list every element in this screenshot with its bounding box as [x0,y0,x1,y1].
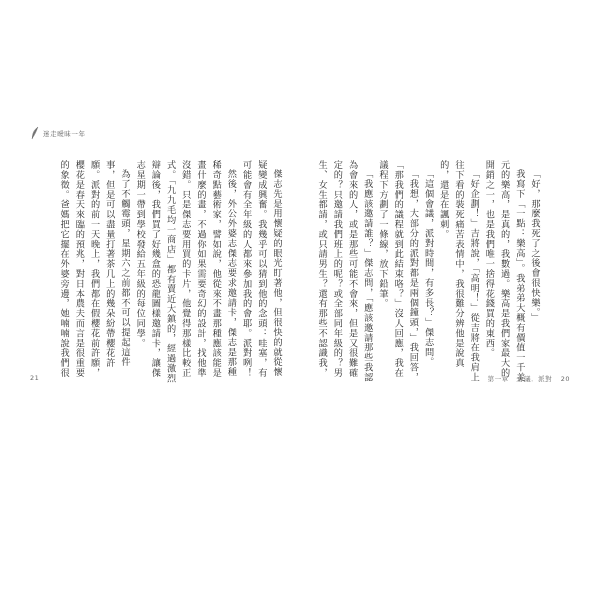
right-page-number: 20 [560,375,570,383]
right-page [300,88,582,496]
paragraph: 為了不觸霉頭，星期六之前都不可以提起這件事，但是可以盡量打著茶几上的幾朵紛帶櫻花許願。派對的前一天晚上，我們都在假櫻花前許願，櫻花是春天來臨的預兆，對日本農夫而言是很重要的象徵。爸媽把它擺在外婆旁邊，她喃喃說我們很 [58,160,130,378]
left-page [18,88,300,496]
right-page-footer [488,374,570,383]
book-title-header: 迷走曖昧一年 [43,129,86,138]
paragraph: 「我想，大部分的派對都是兩個鐘頭，」我回答，「那我們的議程就到此結束咯？」沒人回應，我在議程下方劃了一條線，放下鉛筆。 [376,160,419,383]
paragraph: 然後，外公外婆志傑志要求邀請卡，傑志是那種稀奇點藝術家，譬如說，他從來不畫那種應該能是畫什麼的畫，不過你如果需要奇幻的設計，找他準沒錯。只是傑志要用買的卡片，他覺得那樣比較正式。「九九毛均一商店」都有賣近大鎮的，經過激烈辯論後，我們買了好幾盒的恐龍圖樣邀請卡，讓傑志星期一帶到學校發給五年級的每位同學。 [134,160,237,384]
left-page-number: 21 [30,374,40,382]
leaf-ornament-icon [30,126,40,140]
paragraph: 「這個會議，派對時間，有多長？」傑志問。 [422,169,434,368]
chapter-title: 會議．派對 [517,375,553,383]
book-spread [18,88,582,496]
paragraph: 傑志先是用懷疑的眼光盯著他，但很快的就從懷疑變成興奮。我幾乎可以猜到他的念頭：哇塞，有可能會有全年級的人都來參加我的會耶。派對咧！ [240,160,282,378]
paragraph: 我寫下「一點：樂高」。我弟弟大概有價值一千美元的樂高，是真的，我數過。樂高是我們家最大的開銷之一，也是我們唯一捨得花錢買的東西。 [483,160,525,383]
left-body-text [58,160,284,386]
chapter-label: 第一章 [487,375,509,383]
paragraph: 「好，那麼我死了之後會很快樂。」 [529,169,540,323]
running-header [30,126,86,140]
right-body-text [316,160,542,386]
paragraph: 「好企劃！」吉將說，「高明！」從吉將在我肩上往下看的裝死痛苦表情中，我很難分辨他是說真的，還是在諷刺。 [437,160,480,383]
paragraph: 「我應該邀請誰？」傑志問，「應該邀請那些我認為會來的人，或是那些可能不會來，但是又很難確定的？只邀請我們班上的呢？或全部同年級的？男生、女生都請，或只請男生？還有那些不認識我， [316,160,373,383]
